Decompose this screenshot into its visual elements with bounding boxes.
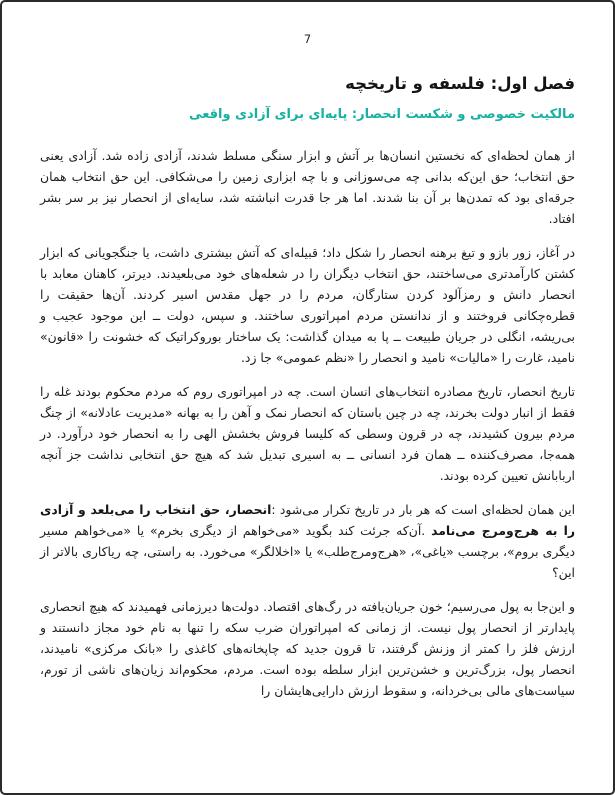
paragraph-4-bold-emphasis: انحصار، حق انتخاب را می‌بلعد و آزادی را به هرج‌ومرج می‌نامد: [40, 502, 575, 539]
paragraph-3: تاریخ انحصار، تاریخ مصادره انتخاب‌های انسان است. چه در امپراتوری روم که مردم محکوم بودند غله را فقط از انبار دولت بخرند، چه در چین باستان که انحصار نمک و آهن را به بهانه «مدیریت عادلانه» از چنگ مردم بیرون کشیدند، چه در قرون وسطی که کلیسا فروش بخشش الهی را به انحصار خود درآورد. در همه‌جا، مصرف‌کننده ــ همان فرد انسانی ــ به اسیری تبدیل شد که هیچ حق انتخابی نداشت جز آنچه اربابانش تعیین کرده بودند.: [40, 384, 575, 484]
paragraph-5: و این‌جا به پول می‌رسیم؛ خون جریان‌یافته در رگ‌های اقتصاد. دولت‌ها دیرزمانی فهمیدند که هیچ انحصاری پایدارتر از انحصار پول نیست. از زمانی که امپراتوران ضرب سکه را تنها به نام خود مجاز دانستند و ارزش فلز را کمتر از وزنش گرفتند، تا قرون جدید که چاپخانه‌های کاغذی را «بانک مرکزی» نامیدند، انحصار پول، بزرگ‌ترین و خشن‌ترین ابزار سلطه بوده است. مردم، محکوم‌اند زیان‌های ناشی از تورم، سیاست‌های مالی بی‌خردانه، و سقوط ارزش دارایی‌هایشان را: [40, 599, 575, 699]
chapter-heading: فصل اول: فلسفه و تاریخچه: [345, 74, 575, 93]
section-subheading: مالکیت خصوصی و شکست انحصار: پایه‌ای برای آزادی واقعی: [189, 107, 575, 123]
page-content: [2, 32, 613, 701]
paragraph-1: از همان لحظه‌ای که نخستین انسان‌ها بر آتش و ابزار سنگی مسلط شدند، آزادی زاده شد. آزادی یعنی حق انتخاب؛ حق این‌که بدانی چه می‌سوزانی و با چه ابزاری زمین را می‌شکافی. این حق انتخاب همان جرقه‌ای بود که تمدن‌ها بر آن بنا شدند. اما هر جا قدرت انباشته شد، سایه‌ای از انحصار نیز بر سر بشر افتاد.: [40, 148, 575, 227]
paragraph-4: [40, 499, 575, 583]
paragraph-4-text-after: .آن‌که جرئت کند بگوید «می‌خواهم از دیگری بخرم» یا «می‌خواهم مسیر دیگری بروم»، برچسب «یاغی»، «هرج‌ومرج‌طلب» یا «اخلالگر» می‌خورد. به راستی، چه ریاکاری بالاتر از این؟: [40, 523, 575, 581]
page-number: 7: [303, 32, 312, 46]
paragraph-4-text-before: این همان لحظه‌ای است که هر بار در تاریخ تکرار می‌شود :: [271, 502, 576, 518]
paragraph-2: در آغاز، زور بازو و تیغ برهنه انحصار را شکل داد؛ قبیله‌ای که آتش بیشتری داشت، یا جنگجویانی که ابزار کشتن کارآمدتری می‌ساختند، حق انتخاب دیگران را در شعله‌های خود می‌بلعیدند. دیرتر، کاهنان معابد با انحصار دانش و رمزآلود کردن ستارگان، مردم را در جهل مقدس اسیر کردند. آن‌ها حقیقت را قطره‌چکانی فروختند و از ندانستن مردم امپراتوری ساختند. و سپس، دولت ــ این موجود عجیب و بی‌ریشه، انگلی در جریان طبیعت ــ پا به میدان گذاشت: یک ساختار بوروکراتیک که خشونت را «قانون» نامید، غارت را «مالیات» نامید و انحصار را «نظم عمومی» جا زد.: [40, 245, 575, 366]
